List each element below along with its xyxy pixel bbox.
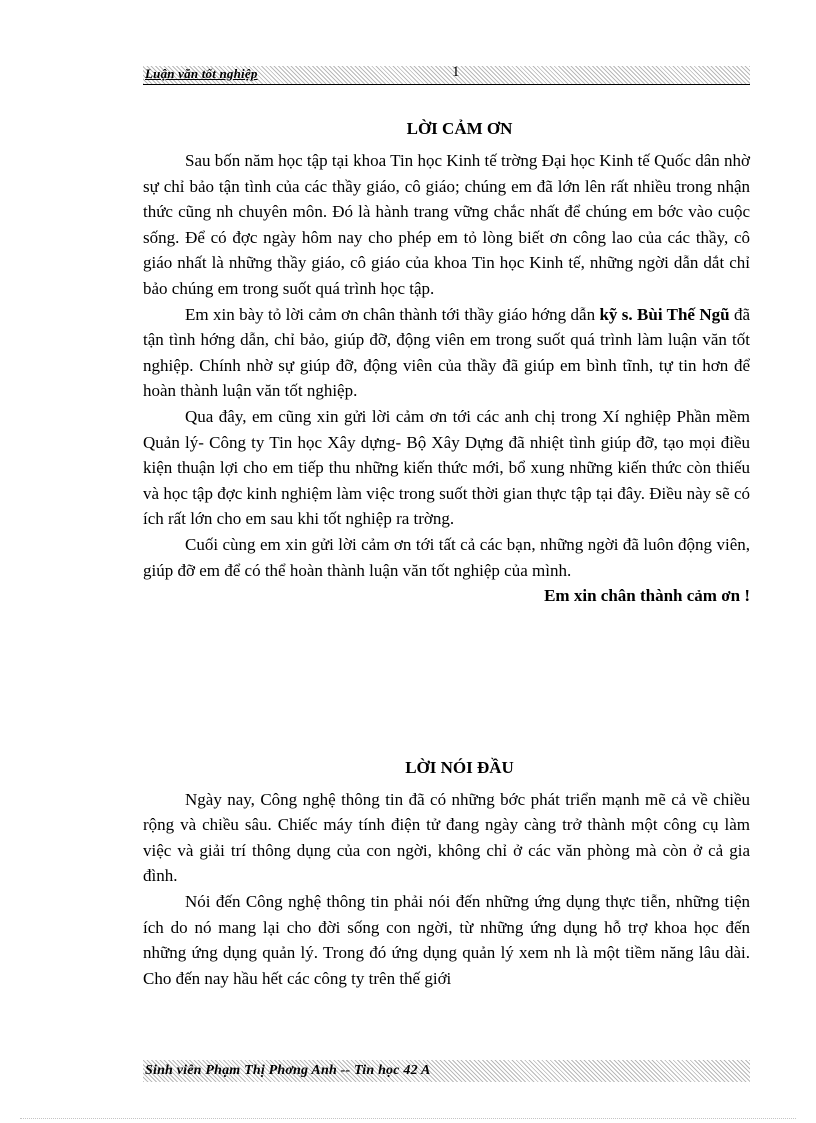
footer-text: Sinh viên Phạm Thị Phơng Anh -- Tin học 42 A: [145, 1063, 431, 1078]
header-title: Luận văn tốt nghiệp: [145, 66, 258, 81]
paragraph: Cuối cùng em xin gửi lời cảm ơn tới tất cả các bạn, những ngời đã luôn động viên, giúp đỡ em để có thể hoàn thành luận văn tốt nghiệp của mình.: [143, 534, 750, 580]
advisor-name: kỹ s. Bùi Thế Ngũ: [599, 304, 730, 324]
paragraph: [143, 302, 750, 404]
header-rule: [143, 84, 750, 85]
paragraph: Sau bốn năm học tập tại khoa Tin học Kinh tế trờng Đại học Kinh tế Quốc dân nhờ sự chỉ bảo tận tình của các thầy giáo, cô giáo; chúng em đã lớn lên rất nhiều trong nhận thức cũng nh chuyên môn. Đó là hành trang vững chắc nhất để chúng em bớc vào cuộc sống. Để có đợc ngày hôm nay cho phép em tỏ lòng biết ơn công lao của các thầy, cô giáo nhất là những thầy giáo, cô giáo của khoa Tin học Kinh tế, những ngời dẫn dắt chỉ bảo chúng em trong suốt quá trình học tập.: [143, 151, 750, 298]
paragraph: Qua đây, em cũng xin gửi lời cảm ơn tới các anh chị trong Xí nghiệp Phần mềm Quản lý- Công ty Tin học Xây dựng- Bộ Xây Dựng đã nhiệt tình giúp đỡ, tạo mọi điều kiện thuận lợi cho em tiếp thu những kiến thức mới, bổ xung những kiến thức còn thiếu và học tập đợc kinh nghiệm làm việc trong suốt thời gian thực tập tại đây. Điều này sẽ có ích rất lớn cho em sau khi tốt nghiệp ra trờng.: [143, 406, 750, 529]
acknowledgements-heading: LỜI CẢM ƠN: [406, 119, 513, 138]
foreword-section: [143, 749, 750, 992]
document-body: [143, 110, 750, 991]
signoff: Em xin chân thành cảm ơn !: [544, 586, 750, 606]
page-number: 1: [452, 64, 460, 80]
paragraph-text: đã tận tình hớng dẫn, chỉ bảo, giúp đỡ, động viên em trong suốt quá trình làm luận văn tốt nghiệp. Chính nhờ sự giúp đỡ, động viên của thầy đã giúp em bình tĩnh, tự tin hơn để hoàn thành luận văn tốt nghiệp.: [143, 304, 750, 401]
acknowledgements-section: [143, 110, 750, 609]
page-bottom-divider: [20, 1118, 796, 1119]
paragraph: Nói đến Công nghệ thông tin phải nói đến những ứng dụng thực tiễn, những tiện ích do nó mang lại cho đời sống con ngời, từ những ứng dụng hỗ trợ khoa học đến những ứng dụng quản lý. Trong đó ứng dụng quản lý xem nh là một tiềm năng lâu dài. Cho đến nay hầu hết các công ty trên thế giới: [143, 892, 750, 988]
paragraph: Ngày nay, Công nghệ thông tin đã có những bớc phát triển mạnh mẽ cả về chiều rộng và chiều sâu. Chiếc máy tính điện tử đang ngày càng trở thành một công cụ làm việc và giải trí thông dụng của con ngời, không chỉ ở các văn phòng mà còn ở cả gia đình.: [143, 789, 750, 886]
foreword-heading: LỜI NÓI ĐẦU: [405, 757, 514, 777]
paragraph-text: Em xin bày tỏ lời cảm ơn chân thành tới thầy giáo hớng dẫn: [185, 304, 600, 324]
